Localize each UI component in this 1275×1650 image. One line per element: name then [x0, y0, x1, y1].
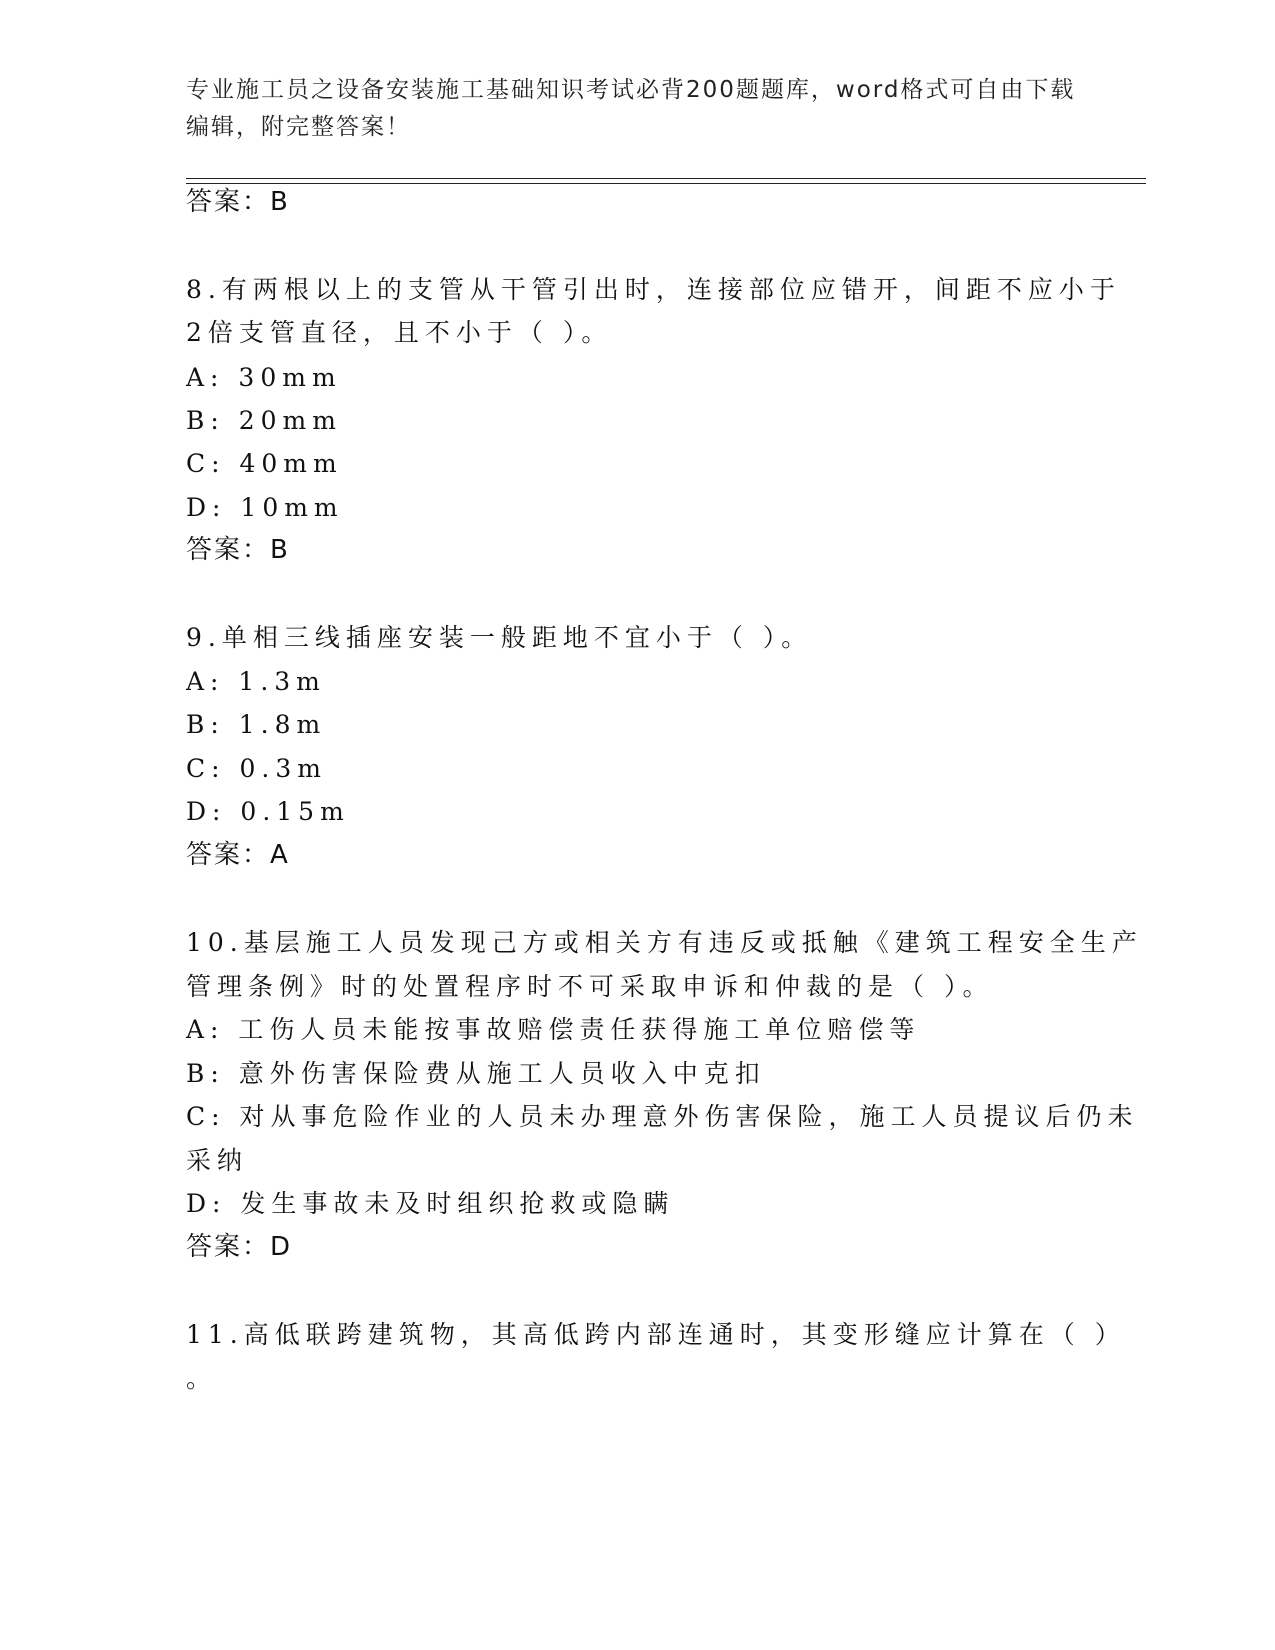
- question-8-option-d: D: 10mm: [186, 493, 344, 522]
- question-9-answer: 答案：A: [186, 840, 290, 870]
- question-10-option-a: A: 工伤人员未能按事故赔偿责任获得施工单位赔偿等: [186, 1015, 921, 1044]
- question-8-stem-line1: 8.有两根以上的支管从干管引出时，连接部位应错开，间距不应小于: [186, 275, 1121, 304]
- question-10-stem-line1: 10.基层施工人员发现己方或相关方有违反或抵触《建筑工程安全生产: [186, 928, 1143, 957]
- header-title-line1: 专业施工员之设备安装施工基础知识考试必背200题题库，word格式可自由下载: [186, 77, 1076, 103]
- header-divider-bottom: [186, 183, 1146, 184]
- question-10-stem-line2: 管理条例》时的处置程序时不可采取申诉和仲裁的是（ ）。: [186, 972, 994, 1001]
- question-10-option-b: B: 意外伤害保险费从施工人员收入中克扣: [186, 1059, 766, 1088]
- question-11-stem-line2: 。: [186, 1364, 218, 1393]
- question-8-option-c: C: 40mm: [186, 449, 343, 478]
- document-header: [186, 72, 1086, 146]
- previous-question-answer: 答案：B: [186, 187, 290, 217]
- question-9-stem: 9.单相三线插座安装一般距地不宜小于（ ）。: [186, 623, 813, 652]
- question-10-answer: 答案：D: [186, 1232, 293, 1262]
- question-10-option-d: D: 发生事故未及时组织抢救或隐瞒: [186, 1189, 675, 1218]
- question-9-option-c: C: 0.3m: [186, 754, 327, 783]
- header-title-line2: 编辑，附完整答案！: [186, 114, 411, 140]
- question-8-answer: 答案：B: [186, 535, 290, 565]
- question-9-option-b: B: 1.8m: [186, 710, 327, 739]
- question-8-stem-line2: 2倍支管直径，且不小于（ ）。: [186, 318, 613, 347]
- question-9-option-d: D: 0.15m: [186, 797, 350, 826]
- header-divider-top: [186, 178, 1146, 179]
- question-8-option-b: B: 20mm: [186, 406, 342, 435]
- question-10-option-c-line1: C: 对从事危险作业的人员未办理意外伤害保险，施工人员提议后仍未: [186, 1102, 1139, 1131]
- question-8-option-a: A: 30mm: [186, 363, 342, 392]
- question-11-stem-line1: 11.高低联跨建筑物，其高低跨内部连通时，其变形缝应计算在（ ）: [186, 1320, 1126, 1349]
- question-9-option-a: A: 1.3m: [186, 667, 326, 696]
- question-10-option-c-line2: 采纳: [186, 1146, 249, 1175]
